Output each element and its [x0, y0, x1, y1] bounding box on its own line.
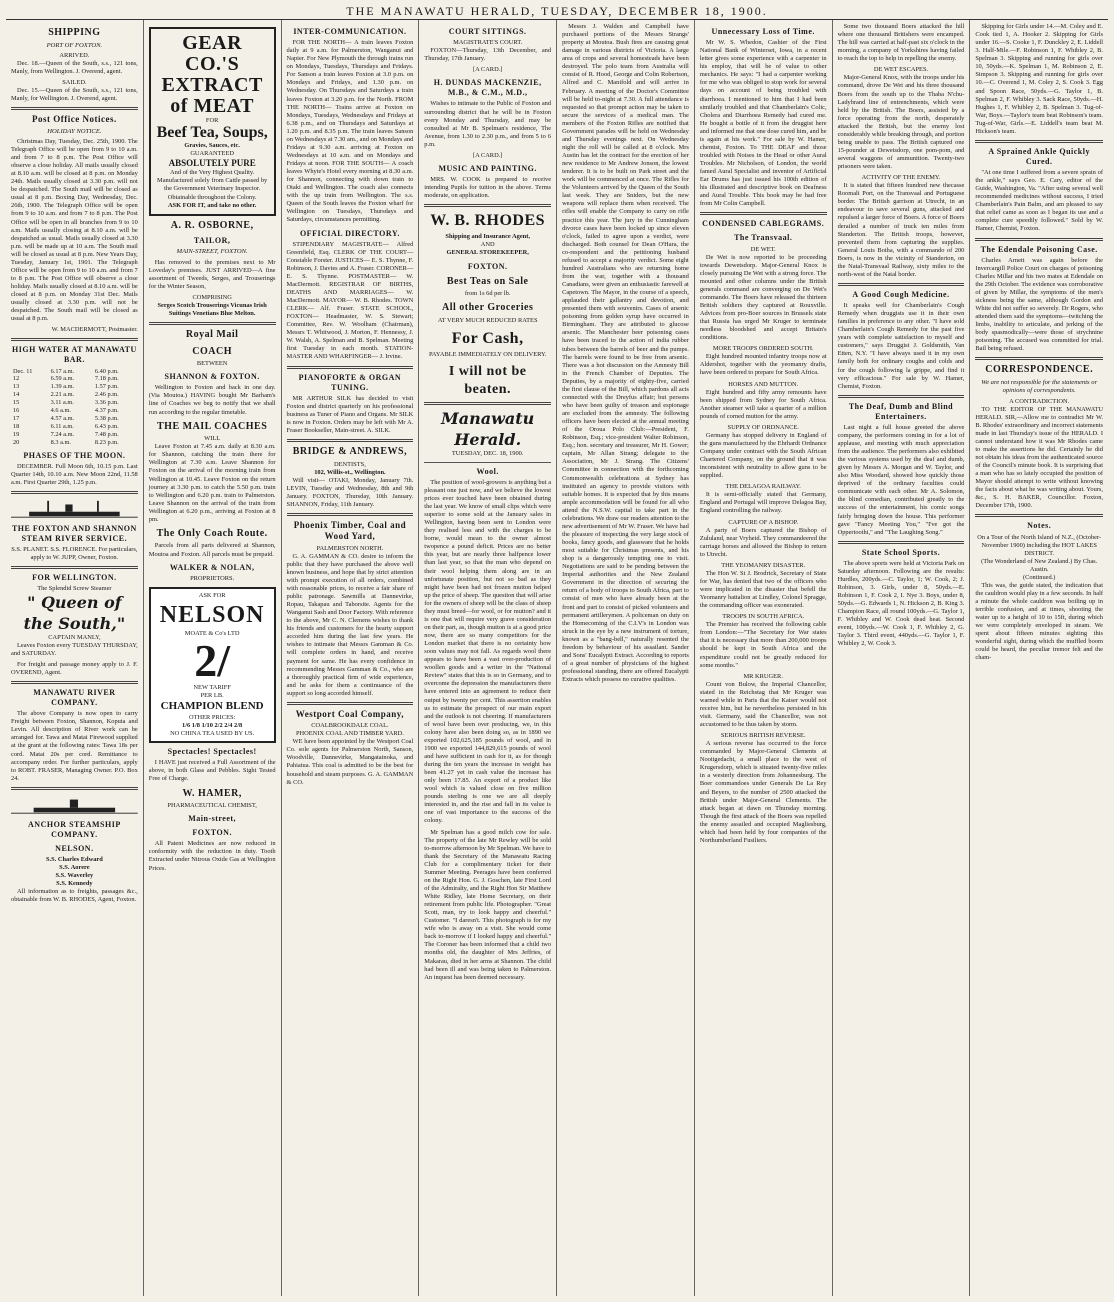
- horses-text: Eight hundred and fifty army remounts have been shipped from Sydney for South Africa. Another steamer will take a quarter of a million pounds of corned mutton for the army.: [699, 388, 827, 420]
- divider: [11, 491, 138, 494]
- bishop-text: A party of Boers captured the Bishop of Zululand, near Vryheid. They commandeered the carriage horses and allowed the Bishop to return to Utrecht.: [699, 526, 827, 558]
- column-5: [557, 20, 695, 1296]
- westport-text: WE have been appointed by the Westport Coal Co. sole agents for Palmerston North, Sanson, Woodville, Dannevirke, Mangatainoka, and Pahiatua. This coal is admitted to be the best for household and steam purposes. G. A. GAMMAN & CO.: [286, 738, 414, 786]
- tide-row: [11, 383, 138, 391]
- best-teas: Best Teas on Sale: [446, 275, 529, 287]
- tide-heading: HIGH WATER AT MANAWATU BAR.: [12, 345, 137, 365]
- moate-text: MOATE & Co's LTD: [184, 630, 240, 638]
- divider: [287, 439, 414, 442]
- wool-heading: Wool.: [476, 466, 499, 476]
- coach-heading: COACH: [192, 345, 233, 357]
- transvaal-heading: The Transvaal.: [734, 233, 793, 243]
- shannon-foxton-heading: SHANNON & FOXTON.: [164, 372, 260, 382]
- column-2: [144, 20, 282, 1296]
- comprising-text: COMPRISING: [192, 293, 232, 301]
- music-heading: MUSIC AND PAINTING.: [438, 163, 537, 173]
- divider: [838, 283, 965, 286]
- escapes-text: Major-General Knox, with the troops under his command, drove De Wet and his three thousand Boers from the south up to the Thaba N'chu-Ladybrand line of entrenchments, which were held by the British. The Boers, assisted by a force operating from the north, desperately attacked the British, but the enemy lost considerably while breaking through, and portion being unable to pass. The British captured one 15-pounder at Dewetsdorp, one pom-pom, and several waggons of ammunition. Twenty-two prisoners were taken.: [837, 74, 965, 171]
- tailor-heading: TAILOR,: [193, 236, 231, 246]
- tide-cell: 6.17 a.m.: [50, 367, 75, 375]
- coalbrook-text: COALBROOKDALE COAL.: [311, 722, 389, 730]
- notes-text: This was, the guide stated, the indication that the cauldron would play in a few seconds. In half a minute the whole cauldron was boiling up in terrible confusion, and at times, shooting the water up to a height of 10 to 15ft, during which we were completely enveloped in steam. We spent about fifteen minutes sighting this wonderful sight, during which the muffled boom could be heard, the peculiar tremor felt and the cham-: [975, 581, 1103, 662]
- contradiction-heading: A CONTRADICTION.: [1009, 397, 1070, 405]
- continued-text: (Continued.): [1022, 573, 1056, 581]
- news-text: Messrs J. Walden and Campbell have purchased portions of the Messrs Strangs' property at Moutoa. Bush fires are causing great damage in various districts of Victoria. A large area of crops and several homesteads have been destroyed. The polo team from Australia will consist of R. Hood, George and Colin Robertson, Alfred and C. Manifold and will arrive in February. A meeting of the Doctor's Committee will be held to-night at 7.30. A full attendance is requested so that prompt action may be taken to secure the services of a medical man. The members of the Foxton Rifles are notified that Government parades will be held on Wednesday and Thursday evenings next. On Wednesday night the roll will be called at 8 o'clock. Mrs Austin has let the contract for the erection of her new residence to Mr Andrew Jonson, the lowest tenderer. It is to be built on Park street and the work will be commenced at once. The Rifles for the Volunteers arrived by the Queen of the South last week. They are Sniders, but the new weapons will replace them when received. The rifles will enable the Company to carry on rifle practice this year. The jury in the Cunningham divorce cases have been locked up since eleven o'clock, failed to agree upon a verdict, were discharged. Both counsel for Dean O'Hara, the co-respondent and the petitioning husband refused to accept a majority verdict. Some eight hundred Australians who are returning home from the war, together with a thousand Canadians, were given an enthusiastic farewell at Capetown. The Mayor, in the course of a speech, applauded their gallantry and devotion, and presented them with souvenirs. Cases of arsenic poisoning from golden syrup have occurred in Birmingham. They are attributed to glucose arsenic. The Manchester beer poisoning cases have been traced to the action of india rubber tubes between the barrels of beer and the pumps. The barrels were found to be free from arsenic. There was a hot discussion on the Amnesty Bill in the French Chamber of Deputies. The Deputies, by a majority of eighty-five, carried the first clause of the Bill, which pardons all acts connected with the Dreyfus affair; but persons who have been guilty of treason and espionage are excluded from the amnesty. The following officers have been elected at the annual meeting of the Oroua Polo Club:—President, F. Robinson, Esq.; vice-president Walter Robinson, Esq.; hon. secretary and treasurer, Mr H. Gower; captain, Mr Allan Strang; delegate to the Association, Mr J. Strang. The Citizens' Committee in connection with the forthcoming Commonwealth celebrations at Sydney has instituted an agency to provide visitors with suitable homes. It is expected that by this means ample accommodation will be found for all who attend the N.S.W. capital to take part in the celebrations. We draw our readers attention to the new advertisement of Mr W. Fraser. We have had the pleasure of inspecting the very large stock of books, fancy goods, and glassware that he holds most suitable for Christmas presents, and his shop is a dangerously tempting one to visit. Negotiations are said to be pending between the Imperial authorities and the New Zealand Government in the direction of securing the return of a body of troops to South Africa, part to consist of men who have already been at the front and part to consist of picked volunteers and permanent artillerymen. A policeman on duty on the Homecoming of the C.I.V's in London was struck in the eye by a new instrument of torture, known as a "bang-bell," naturally resented the freedom by behaviour of his assailant. Sander and Sons' Eucalypti Extract. According to reports of a great number of physicians of the highest professional standing, there are offered Eucalypti Extracts which possess no curative qualities.: [562, 23, 689, 684]
- will-text: WILL: [204, 435, 221, 443]
- herald-title: Manawatu Herald.: [441, 409, 535, 449]
- dewet-heading: DE WET.: [750, 245, 776, 253]
- ordnance-text: Germany has stopped delivery in England of the guns manufactured by the Ehrhardt Ordnance Company under contract with the South African Chartered Company, on the ground that it was inconsistent with neutrality to allow guns to be supplied.: [699, 431, 827, 480]
- moon-heading: PHASES OF THE MOON.: [23, 450, 126, 460]
- ask-text: ASK FOR IT, and take no other.: [167, 201, 257, 209]
- moon-text: DECEMBER. Full Moon 6th, 10.15 p.m. Last Quarter 14th, 10.10 a.m. New Moon 22nd, 11.58 a.m. First Quarter 29th, 1.25 p.m.: [11, 462, 138, 486]
- tide-cell: 2.21 a.m.: [50, 391, 75, 399]
- foxton-text: FOXTON.: [192, 828, 232, 838]
- mail-text: Leave Foxton at 7.45 a.m. daily at 8.30 a.m. for Shannon, catching the train there for Wellington at 7.30 a.m. Leave Shannon for Foxton on the arrival of the morning train from Wellington at 10.45. Leave Foxton on the return journey at 3.30 p.m. to catch the 5.50 p.m. train to Wellington and 6.20 p.m. train to Palmerston. Leave Shannon on the arrival of the train from Wellington at 6.20 p.m., arriving at Foxton at 8 pm.: [148, 443, 276, 523]
- tide-cell: 6.40 p.m.: [94, 367, 119, 375]
- post-office-heading: Post Office Notices.: [32, 114, 117, 125]
- notes-heading: Notes.: [1027, 521, 1052, 531]
- unnecessary-text: Mr W. S. Whedon, Cashier of the First National Bank of Winterset, Iowa, in a recent letter gives some experience with a carpenter in his employ, that will be of value to other mechanics. He says: "I had a carpenter working for me who was obliged to stop work for several days on account of being troubled with diarrhoea. I mentioned to him that I had been similarly troubled and that Chamberlain's Colic, Cholera and Diarrhoea Remedy had cured me. He bought a bottle of it from the druggist here and informed me that one dose cured him, and he is again at his work." For sale by W. Hamer, chemist, Foxton. To THE DEAF and those troubled with Noises in the Head or other Aural Troubles. Mr Nicholson, of London, the world famed Aural Specialist and inventor of Artificial Ear Drums has just issued his 100th edition of his illustrated and descriptive book on Deafness and Aural Trouble. This book may be had free from Mr Colin Campbell.: [699, 39, 827, 208]
- unnecessary-heading: Unnecessary Loss of Time.: [711, 27, 815, 36]
- arrived-text: Dec. 18.—Queen of the South, s.s., 121 tons, Manly, from Wellington. J. Overend, agent.: [11, 59, 138, 76]
- divider: [11, 338, 138, 341]
- tide-cell: 4.57 a.m.: [50, 415, 75, 423]
- tide-cell: 6.59 a.m.: [50, 375, 75, 383]
- chemist-text: PHARMACEUTICAL CHEMIST,: [167, 802, 257, 810]
- spectacles-text: I HAVE just received a Full Assortment of the above, in both Glass and Pebbles. Sight Tested Free of Charge.: [148, 759, 276, 783]
- tide-cell: 6.11 a.m.: [50, 423, 74, 430]
- ship-name: S.S. Aorere: [59, 864, 90, 872]
- column-3: [282, 20, 420, 1296]
- anchor-text: All information as to freights, passages &c., obtainable from W. B. RHODES, Agent, Foxton.: [11, 888, 138, 904]
- kruger-heading: MR KRUGER.: [743, 672, 783, 680]
- music-text: MRS. W. COOK is prepared to receive intending Pupils for tuition in the above. Terms moderate, on application.: [424, 176, 552, 200]
- wool-text: The position of wool-growers is anything but a pleasant one just now, and we believe the lowest prices ever touched have been obtained during the last year. We know of small clips which were superior to some sold at the January sales in Wellington, having been sent to London were they realised less and with the charges to be borne, would mean to the owner almost twopence a pound deficit. Prices are no better this year, but are nearly three halfpence lower than last year, so that the man who depend on their wool helping them along are in an unfortunate position, but not so bad as they might have been had not frozen mutton helped up the price of sheep. The question that will arise for the owners of sheep will be the class of sheep they must breed—for wool, or for mutton? and it is one that will require very grave consideration on their part, as, though mutton is at a good price now, there are so many competitors for the London market that there is no certainty how soon values may not fall. As regards wool there appears to have been a vast over-production of woollen goods and a writer in the "National Review" states that this is so in Germany, and to overcome the depression the manufacturers there have entered into an agreement to reduce their output by twenty per cent. This assertion enables us to estimate the prospect of our main export and the outlook is not cheering. If manufacturers of wool have been over producing, we, in this colony have also been doing so, as in 1890 we exported 102,625,185 pounds of wool, and in 1900 we exported 144,829,615 pounds of wool and have sufficient in cash for it, as for though during the ten years the increase in weight has been 41.27 yet in cash value the increase has only been 17.85. An export of a product like wool which is valued close on five million pounds sterling is one we are all deeply interested in, and the rise and fall in its value is one of vast importance to the success of the colony.: [424, 478, 552, 825]
- school-sports-text: The above sports were held at Victoria Park on Saturday afternoon. Following are the results: Hurdles, 200yds.—C. Taylor, 1; W. Cook, 2; J. Robinson, 3. Girls, under 8, 50yds.—E. Robinson 1, F. Cook 2, I. Nye 3. Boys, under 8, 50yds.—G. Edwards 1, N. Hickson 2, B. King 3. Champion Race, all round 100yds.—G. Taylor 1, F. Whibley and W. Cook dead heat. Second event, 100yds.—W. Cook 1, F. Whibley 2, G. Taylor 3. Third event, 440yds.—G. Taylor 1, F. Whibley 2, W. Cook 3.: [837, 559, 965, 648]
- ship-name: S.S. Kennedy: [56, 880, 93, 888]
- royal-mail-heading: Royal Mail: [185, 329, 239, 341]
- tide-cell: 12: [13, 375, 20, 383]
- poisoning-heading: The Edendale Poisoning Case.: [980, 244, 1098, 254]
- rhodes-sub: Shipping and Insurance Agent,: [445, 233, 530, 241]
- cablegrams-heading: CONDENSED CABLEGRAMS.: [702, 219, 825, 229]
- inter-communication-text: FOR THE NORTH— A train leaves Foxton daily at 9 a.m. for Palmerston, Wanganui and Napier. For New Plymouth the through trains run on Mondays, Tuesdays, Thursdays and Fridays. For Sanson a train leaves Foxton at 3.0 p.m. on Mondays and Fridays, and 1.30 p.m. on Wednesday. On Thursdays and Saturdays a train leaves Foxton at 3.20 p.m. for the North. FROM THE NORTH— Trains arrive at Foxton on Mondays, Tuesdays, Wednesdays and Fridays at 6.38 p.m., and on Thursdays and Saturdays at 1.20 p.m. and 8.35 p.m. The train leaves Sanson on Wednesdays at 7.30 am., and on Mondays and Fridays at 9.30 a.m. arriving at Foxton on Wednesdays at 10 a.m. and on Mondays and Fridays at noon. FOR THE SOUTH— A coach leaves Whyte's Hotel every morning at 8.30 a.m. for Shannon, connecting with down train to Otaki and Wellington. The coach also connects with the up train from Wellington. The s.s. Queen of the South leaves the Foxton wharf for Wellington on Tuesdays, Thursdays and Saturdays, circumstances permitting.: [286, 39, 414, 224]
- phoenix-heading: Phoenix Timber, Coal and Wood Yard,: [293, 519, 407, 542]
- divider: [287, 366, 414, 369]
- sports-results-text: Skipping for Girls under 14.—M. Coley and E. Cook tied 1, A. Hooker 2. Skipping for Girls under 16.—S. Cooke 1, F. Dunckley 2, E. Liddell 3. Half-Mile.—F. Robinson 1, F. Whibley 2, B. Spelman 3. Skipping and running for girls over 10, 50yds.—K. Spelman 1, M. Robinson 2, E. Simpson 3. Skipping and running for girls over 10.—C. Overend 1, M. Coley 2, S. Cook 3. Egg and Spoon Race, 50yds.—G. Taylor 1, B. Spelman 2, F. Whibley 3. Sack Race, 50yds.—H. Hughes 1, F. Whibley 2, B. Spelman 3. Tug-of-War, Boys.—Taylor's team beat Robinson's team. Tug-of-War, Girls.—E. Liddell's team beat M. Hickson's team.: [975, 23, 1103, 135]
- palmerston-text: PALMERSTON NORTH.: [316, 544, 384, 552]
- general-text: GENERAL STOREKEEPER,: [446, 249, 529, 257]
- page-masthead: THE MANAWATU HERALD, TUESDAY, DECEMBER 18, 1900.: [6, 4, 1108, 20]
- yeomanry-text: The Hon W. St J. Brodrick, Secretary of State for War, has denied that two of the officers who were implicated in the disaster that befell the Yeomanry battalion at Lindley, Colonel Spragge, the commanding officer was exonerated.: [699, 569, 827, 610]
- ask-for-text: ASK FOR: [198, 591, 226, 599]
- column-6: [695, 20, 833, 1296]
- tide-row: [11, 407, 138, 415]
- leaves-text: Leaves Foxton every TUESDAY THURSDAY, and SATURDAY.: [11, 641, 138, 657]
- divider: [149, 322, 276, 325]
- cough-heading: A Good Cough Medicine.: [852, 289, 950, 299]
- nelson-heading: NELSON.: [55, 843, 94, 853]
- dentists-text: DENTISTS,: [334, 460, 366, 468]
- beef-title: Beef Tea, Soups,: [156, 124, 268, 142]
- tide-row: [11, 399, 138, 407]
- poisoning-text: Charles Arnett was again before the Invercargill Police Court on charges of poisoning Charles Millar and his two mates at Edendale on the 29th October. The evidence was corroborative of given by Millar, the symptoms of the men's sickness being the same, although Gordon and White did not suffer so severely. Dr Rogers, who attended them said the symptoms—twitching the limbs, inability to articulate, and jerking of the body spasmodically—were those of strychnine poisoning. The accused was committed for trial. Bail being refused.: [975, 256, 1103, 353]
- activity-text: It is stated that fifteen hundred new thecasse Roomali Port, on the Transvaal and Portuguese border. The British garrison at Utrecht, in an endeavour to save several guns, attacked and repulsed a larger force of Boers. A force of Boers derailed a number of truck ten miles from Standerton. The British troops, however, prevented them from capturing the supplies. General Louis Botha, with a commando of 200 Boers, is now in the vicinity of Standerton, on the Natal-Transvaal Railway, sixty miles to the north-west of the Natal border.: [837, 182, 965, 278]
- tide-table: [11, 368, 138, 447]
- bridge-andrews-heading: BRIDGE & ANDREWS,: [292, 446, 408, 457]
- tide-cell: 13: [13, 383, 20, 391]
- tide-row: [11, 375, 138, 383]
- osborne-heading: A. R. OSBORNE,: [170, 219, 254, 231]
- reduced-text: AT VERY MUCH REDUCED RATES: [437, 316, 538, 324]
- nelson-brand: NELSON: [159, 601, 265, 628]
- for-wellington-heading: FOR WELLINGTON.: [32, 573, 117, 583]
- correspondence-heading: CORRESPONDENCE.: [985, 364, 1094, 376]
- tide-cell: 5.38 p.m.: [94, 415, 119, 423]
- divider: [424, 462, 551, 463]
- proprietors-text: PROPRIETORS.: [190, 574, 235, 582]
- column-8: [970, 20, 1108, 1296]
- westport-heading: Westport Coal Company,: [295, 708, 405, 719]
- tide-cell: 19: [13, 430, 20, 438]
- tide-cell: 1.57 p.m.: [94, 383, 119, 391]
- payable-text: PAYABLE IMMEDIATELY ON DELIVERY.: [428, 351, 547, 359]
- magistrates-court: MAGISTRATE'S COURT.: [453, 39, 523, 47]
- horses-heading: HORSES AND MUTTON.: [728, 380, 799, 388]
- troops-text: The Premier has received the following cable from London:—"The Secretary for War states that it is necessary that more than 200,000 troops should be kept in South Africa and the expenditure could not be greatly reduced for some months.": [699, 621, 827, 669]
- champion-blend: CHAMPION BLEND: [160, 700, 264, 713]
- divider: [424, 402, 551, 405]
- shipping-heading: SHIPPING: [48, 27, 101, 38]
- spectacles-heading: Spectacles! Spectacles!: [167, 747, 257, 757]
- notes-sub: On a Tour of the North Island of N.Z., (October-November 1900) including the HOT LAKES DISTRICT.: [977, 533, 1102, 557]
- tide-cell: 7.48 p.m.: [94, 430, 119, 438]
- arrived-heading: ARRIVED.: [59, 51, 90, 59]
- cash-heading: For Cash,: [451, 329, 524, 347]
- sailed-text: Dec. 15.—Queen of the South, s.s., 121 tons, Manly, for Wellington. J. Overend, agent.: [11, 87, 138, 103]
- ship-name: S.S. Charles Edward: [45, 856, 103, 864]
- tide-cell: 16: [13, 407, 20, 415]
- only-coach-route-heading: The Only Coach Route.: [156, 527, 268, 539]
- queen-of-the-south-title: " Queen of the South,": [23, 593, 126, 633]
- gravies-text: Gravies, Sauces, etc.: [184, 141, 240, 149]
- more-troops-text: Eight hundred mounted infantry troops now at Aldershot, together with the yeomanry drafts, have been ordered to prepare for South Africa.: [699, 353, 827, 377]
- steamer-icon: [11, 794, 138, 816]
- port-heading: PORT OF FOXTON.: [46, 41, 103, 49]
- divider: [11, 681, 138, 684]
- inter-communication-heading: INTER-COMMUNICATION.: [293, 27, 407, 36]
- postmaster-signature: W. MACDERMOTT, Postmaster.: [51, 326, 138, 334]
- battle-text: Some two thousand Boers attacked the hill where one thousand Britishers were encamped. The hill was carried at half-past six o'clock in the morning, a company of Yorkshires having failed to reach the top to help in repelling the enemy.: [837, 23, 965, 63]
- willis-address: 102, Willis-st., Wellington.: [314, 468, 386, 476]
- official-directory-heading: OFFICIAL DIRECTORY.: [299, 228, 400, 238]
- reverse-text: A serious reverse has occurred to the force commanded by Major-General Clements at Nooitgedacht, a small place to the west of Krugersdorp, which is situated twenty-five miles in a westerly direction from Johannesburg. The Boer commandoes under Generals De La Rey and Beyers, to the number of 2500 attacked the British under Major-General Clements. The attack began at dawn on Thursday morning. Though the first attack of the Boers was repelled the enemy assailed and occupied Magliesburg, which had been held by four companies of the Northumberland Fusiliers.: [699, 740, 827, 844]
- dewet-text: De Wet is now reported to be proceeding towards Dewetsdorp. Major-General Knox is closely pursuing De Wet with a strong force. The mounted and other columns under the British generals command are converging on De Wet's commando. The Boers have released the thirteen British soldiers they captured at Rouxville. Advices from pro-Boer sources in Brussels state that Russia has urged Mr Kruger to terminate needless bloodshed and accept Britain's conditions.: [699, 253, 827, 342]
- price-list: 1/6 1/8 1/10 2/2 2/4 2/8: [182, 722, 243, 730]
- fabrics-text: Serges Scotch Trouserings Vicunas Irish Suitings Venetians Blue Melton.: [157, 301, 267, 317]
- for-text: FOR: [205, 117, 219, 124]
- tide-cell: 2.46 p.m.: [94, 391, 119, 399]
- tide-cell: 14: [13, 391, 20, 399]
- divider: [975, 238, 1103, 241]
- river-company-text: The above Company is now open to carry Freight between Foxton, Shannon, Koputa and Levin. All description of River work can be arranged for. Tawa and Matai Firewood supplied at the grant at the following rates: Tawa 18s per cord. Matai 20s per cord. Remittance to accompany order. For further particulars, apply to ROBT. FRASER, Managing Owner. P.O. Box 24.: [11, 710, 138, 782]
- troops-heading: TROOPS IN SOUTH AFRICA.: [722, 613, 805, 621]
- kruger-text: Count von Bulow, the Imperial Chancellor, stated in the Reichstag that Mr Kruger was warned while in Paris that the Kaiser would not receive him, but he nevertheless persisted in his visit. Germany, said the Chancellor, was not accustomed to be thus taken by storm.: [699, 680, 827, 729]
- steam-service-heading: THE FOXTON AND SHANNON STEAM RIVER SERVICE.: [11, 524, 137, 544]
- contradiction-text: TO THE EDITOR OF THE MANAWATU HERALD. SIR,—Allow me to contradict Mr W. B. Rhodes' extraordinary and incorrect statements made in last Thursday's issue of the HERALD. I cannot understand how it was Mr Rhodes came to make the assertions he did. Certainly he did not obtain his ideas from the authenticated source of the Council's minute book. It is surprising that a man who has so lately occupied the position of Mayor should attempt to write without knowing the facts about what he was writing about. Yours, &c., S. H. BAKER, Councillor. Foxton, December 17th, 1900.: [975, 405, 1103, 510]
- escapes-heading: DE WET ESCAPES.: [873, 66, 929, 74]
- column-1: [6, 20, 144, 1296]
- between-text: BETWEEN: [196, 360, 228, 368]
- school-sports-heading: State School Sports.: [861, 547, 941, 557]
- price-two: 2/: [194, 635, 231, 687]
- deaf-heading: The Deaf, Dumb and Blind Entertainers.: [848, 401, 954, 421]
- divider: [838, 541, 965, 544]
- groceries-heading: All other Groceries: [442, 302, 534, 314]
- tide-cell: 8.3 a.m.: [50, 438, 71, 446]
- ankle-heading: A Sprained Ankle Quickly Cured.: [988, 146, 1090, 166]
- court-heading: COURT SITTINGS.: [448, 27, 527, 36]
- divider: [11, 787, 138, 790]
- guaranteed-text: GUARANTEED: [190, 149, 234, 157]
- divider: [975, 357, 1103, 360]
- steamship-icon: [11, 498, 138, 520]
- mainst-text: Main-street,: [188, 814, 237, 824]
- activity-heading: ACTIVITY OF THE ENEMY.: [861, 174, 941, 182]
- tide-cell: 3.11 a.m.: [50, 399, 74, 407]
- tide-row: [11, 391, 138, 399]
- dundas-text: Wishes to intimate to the Public of Foxton and surrounding district that he will be in Foxton every Monday and Thursday, and may be consulted at Mr B. Spelman's residence, The Avenue, from 1.30 to 2.30 p.m., and from 5 to 6 p.m.: [424, 100, 552, 148]
- tide-row: [11, 415, 138, 423]
- mail-coaches-heading: THE MAIL COACHES: [157, 420, 268, 432]
- river-company-heading: MANAWATU RIVER COMPANY.: [33, 688, 116, 708]
- beaten-heading: I will not be beaten.: [448, 364, 527, 397]
- piano-text: MR ARTHUR SILK has decided to visit Foxton and district quarterly on his professional business as Tuner of Piano and Organs. Mr SILK is now in Foxton. Orders may be left with Mr A. Fraser Bookseller, Main-street. A. SILK.: [286, 394, 414, 434]
- delagoa-text: It is semi-officially stated that Germany, England and Portugal will improve Delagoa Bay, England controlling the railway.: [699, 491, 827, 515]
- nelson-tea-advert: [149, 587, 276, 744]
- coach-text: Wellington to Foxton and back in one day. (Via Moutoa.) HAVING bought Mr Barham's line of Coaches we beg to notify that we shall run according to the regular timetable.: [148, 384, 276, 416]
- tide-cell: 1.39 a.m.: [50, 383, 75, 391]
- tide-cell: 7.24 a.m.: [50, 430, 75, 438]
- walker-nolan-heading: WALKER & NOLAN,: [169, 562, 255, 572]
- tide-cell: 4.37 p.m.: [94, 407, 119, 415]
- phoenix-text: G. A. GAMMAN & CO. desire to inform the public that they have purchased the above well known business, and hope that by strict attention with prompt execution of all orders, combined with reasonable prices, to receive a fair share of public patronage. Sawmills at Dannevirke, Ropau, Takapau and Taborsite. Agents for the Wanganui Sash and Door Factory. With reference to the above, Mr C. N. Clemens wishes to thank his friends and customers for the hearty support accorded him during the last few years. He wishes to intimate that Messrs Gamman & Co. will complete orders in hand, and receive payment for same. He has every confidence in recommending Messrs Gamman & Co., who are a thoroughly practical firm of wide experience, and he asks for them a continuance of the support so long accorded himself.: [286, 552, 414, 697]
- divider: [975, 514, 1103, 517]
- tide-cell: Dec. 11: [13, 367, 33, 375]
- tide-cell: 3.36 p.m.: [94, 399, 119, 407]
- tide-cell: 15: [13, 399, 20, 407]
- tide-row: [11, 423, 138, 431]
- tide-cell: 18: [13, 423, 20, 430]
- divider: [11, 566, 138, 569]
- osborne-text: Has removed to the premises next to Mr Loveday's premises. JUST ARRIVED—A fine assortment of Tweeds, Serges, and Trouserings for the Winter Season,: [148, 258, 276, 290]
- osborne-address: MAIN-STREET, FOXTON.: [176, 248, 248, 256]
- rhodes-foxton: FOXTON.: [467, 261, 508, 271]
- extract-title: EXTRACT of MEAT: [161, 74, 263, 117]
- tide-row: [11, 431, 138, 439]
- phoenix-coal-text: PHOENIX COAL AND TIMBER YARD.: [295, 730, 404, 738]
- holiday-notice: HOLIDAY NOTICE.: [47, 127, 102, 135]
- gear-extract-advert: [149, 27, 276, 216]
- card-label: [A CARD.]: [472, 151, 503, 159]
- hamer-text: All Patent Medicines are now reduced in conformity with the reduction in duty. Tooth Extracted under Nitrous Oxide Gas at Wellington Prices.: [148, 840, 276, 872]
- tide-cell: 20: [13, 438, 20, 446]
- divider: [424, 204, 551, 207]
- captain-text: CAPTAIN MANLY,: [48, 633, 101, 641]
- tide-cell: 4.6 a.m.: [50, 407, 71, 415]
- tide-cell: 8.23 p.m.: [94, 438, 119, 446]
- wonderland-text: (The Wonderland of New Zealand.) By Chas. Austin.: [981, 557, 1098, 573]
- sailed-heading: SAILED.: [62, 79, 87, 87]
- yeomanry-heading: THE YEOMANRY DISASTER.: [721, 561, 806, 569]
- correspondence-sub: We are not responsible for the statements or opinions of correspondents.: [981, 378, 1098, 395]
- post-office-text: Christmas Day, Tuesday, Dec. 25th, 1900. The Telegraph Office will be open from 9 to 10 a.m. and from 7 to 8 p.m. The Post Office will observe a close holiday. All mails usually closed at 8.10 a.m. will be closed at 8 p.m. on Monday 24th. Mails usually closed at 3.30 p.m. will not be despatched. The South mail will be closed as usual at 8 p.m. Boxing Day, Wednesday, Dec. 26th, 1900. The Telegraph Office will be open from 9 to 10 a.m. and from 7 to 8 p.m. The Post Office will be open in all branches from 9 to 10 a.m. Mails usually closing at 8.10 a.m. will be despatched as usual. Mails usually closed at 3.30 p.m. will be made up at 10 a.m. The South mail will be closed as usual at 8 p.m. New Years Day, Tuesday, January 1st, 1901. The Telegraph Office will be open from 9 to 10 a.m. and from 7 to 8 p.m. The Post Office will observe a close holiday. Mails usually closed at 8.10 a.m. will be closed at 8 p.m. on Monday 31st Dec. Mails usually closed at 3.30 p.m. will not be despatched. The South mail will be closed as usual at 8 p.m.: [11, 137, 138, 323]
- other-prices: OTHER PRICES:: [188, 714, 236, 722]
- no-china-text: NO CHINA TEA USED BY US.: [170, 730, 255, 738]
- tide-row: [11, 368, 138, 376]
- tide-cell: 7.18 p.m.: [94, 375, 119, 383]
- tide-cell: 6.43 p.m.: [94, 423, 119, 430]
- gear-title: GEAR CO.'S: [182, 32, 243, 75]
- columns: [6, 20, 1108, 1296]
- divider: [975, 140, 1103, 143]
- rhodes-heading: W. B. RHODES: [430, 212, 546, 230]
- tide-row: [11, 439, 138, 447]
- card-label: [A CARD.]: [472, 66, 503, 74]
- tide-cell: 17: [13, 415, 20, 423]
- more-troops-heading: MORE TROOPS ORDERED SOUTH.: [712, 345, 814, 353]
- splendid-text: The Splendid Screw Steamer: [37, 585, 112, 593]
- anchor-company-heading: ANCHOR STEAMSHIP COMPANY.: [28, 819, 121, 839]
- freight-text: For freight and passage money apply to J. F. OVEREND, Agent.: [11, 660, 138, 677]
- pure-text: ABSOLUTELY PURE: [168, 157, 256, 168]
- divider: [838, 395, 965, 398]
- per-lb-text: PER LB.: [200, 692, 224, 700]
- bishop-heading: CAPTURE OF A BISHOP.: [728, 518, 799, 526]
- divider: [11, 107, 138, 110]
- divider: [287, 702, 414, 705]
- column-4: [419, 20, 557, 1296]
- ankle-text: "At one time I suffered from a severe sprain of the ankle," says Geo. E. Cary, editor of the Guide, Washington, Va. "After using several well recommended medicines without success, I tried Chamberlain's Pain Balm, and am pleased to say that relief came as soon as I began its use and a complete cure speedily followed." Sold by W. Hamer, Chemist, Foxton.: [975, 169, 1103, 233]
- deaf-text: Last night a full house greeted the above company, the performers coming in for a lot of applause, and meeting with much appreciation from the audience. The performers also exhibited the various systems used by the deaf and dumb, given by Messrs A. Morgan and W. Taylor, and also Miss Woodard, showed how quickly those deprived of the ordinary faculties could communicate with each other. Mr A. Solomon, the blind comedian, contributed greatly to the success of the entertainment, his comic songs fairly bringing down the house. This performer gave "Fancy Meeting You," "I've got the Oppertoothi," and "The Laughing Song.": [837, 423, 965, 536]
- bridge-text: Will visit— OTAKI, Monday, January 7th. LEVIN, Tuesday and Wednesday, 8th and 9th January. FOXTON, Thursday, 10th January. SHANNON, Friday, 11th January.: [286, 476, 414, 508]
- delagoa-heading: THE DELAGOA RAILWAY.: [725, 483, 801, 491]
- and-text: AND: [480, 241, 495, 249]
- ordnance-heading: SUPPLY OF ORDNANCE.: [727, 423, 799, 431]
- piano-heading: PIANOFORTE & ORGAN TUNING.: [298, 372, 402, 392]
- reverse-heading: SERIOUS BRITISH REVERSE.: [720, 732, 806, 740]
- local-text: Mr Spelman has a good milch cow for sale. The property of the late Mr Rewley will be sold to-morrow afternoon by Mr Spelman. We have to thank the Secretary of the Manawatu Racing Club for a complimentary ticket for their Summer Meeting. Peerages have been conferred on the Right Hon. G. J. Goschen, late First Lord of the Admiralty, and the Right Hon Sir Matthew White Ridley, late Home Secretary, on their retirement from public life. Photographer. "Great Scott, man, try to look happy and cheerful." Customer. "I daresn't. This photograph is for my wife who is away on a visit. She would come back to-morrow if I looked happy and cheerful." The Coroner has been informed that a child two months old, the daughter of Mrs Jeffries, of Makarau, died in her arms at Shannon. The child had been ill and was being taken to Palmerston. An inquest has been deemed necessary.: [424, 828, 552, 981]
- new-tariff-text: NEW TARIFF: [193, 684, 231, 692]
- steam-service-text: S.S. PLANET. S.S. FLORENCE. For particulars, apply to W. JUPP, Owner, Foxton.: [11, 546, 138, 562]
- dundas-heading: H. DUNDAS MACKENZIE, M.B., & C.M., M.D.,: [433, 78, 542, 98]
- ship-name: S.S. Waverley: [55, 872, 94, 880]
- hamer-heading: W. HAMER,: [182, 787, 242, 799]
- pure-detail: And of the Very Highest Quality. Manufactured solely from Cattle passed by the Government Veterinary Inspector. Obtainable throughout the Colony.: [157, 169, 268, 201]
- best-teas-sub: from 1s 6d per lb.: [464, 290, 511, 298]
- divider: [287, 513, 414, 516]
- official-directory-text: STIPENDIARY MAGISTRATE— Alfred Greenfield, Esq. CLERK OF THE COURT— Constable Forster. JUSTICES— E. S. Thynne, F. Robinson, J. Davies and A. Fraser. CORONER— E. S. Thynne. POSTMASTER— W. MacDermott. REGISTRAR OF BIRTHS, DEATHS AND MARRIAGES— W. MacDermott. MAYOR— W. B. Rhodes. TOWN CLERK— Alf. Fraser. STATE SCHOOL, FOXTON— Headmaster, W. S. Stewart; Committee, Rev. W. Woolham (Chairman), Messrs T. Whitwood, J. Morton, F. Hennessy, J. W. Walsh, A. Spelman and B. Spelman. Meeting first Tuesday in each month. STATION-MASTER AND WHARFINGER— J. Irvine.: [286, 240, 414, 361]
- court-text: FOXTON—Thursday, 13th December, and Thursday, 17th January.: [424, 47, 552, 63]
- column-7: [833, 20, 971, 1296]
- parcels-text: Parcels from all parts delivered at Shannon, Moutoa and Foxton. All parcels must be prepaid.: [148, 542, 276, 558]
- divider: [700, 212, 827, 215]
- issue-date: TUESDAY, DEC. 18, 1900.: [451, 449, 524, 457]
- cough-text: It speaks well for Chamberlain's Cough Remedy when druggists use it in their own families in preference to any other. "I have sold Chamberlain's Cough Remedy for the past five years with complete satisfaction to myself and customers," says Druggist J. Goldsmith, Van Etten, N.Y. "I have always used it in my own family both for ordinary coughs and colds and for the cough following la grippe, and find it very efficacious." For sale by W. Hamer, Chemist, Foxton.: [837, 302, 965, 390]
